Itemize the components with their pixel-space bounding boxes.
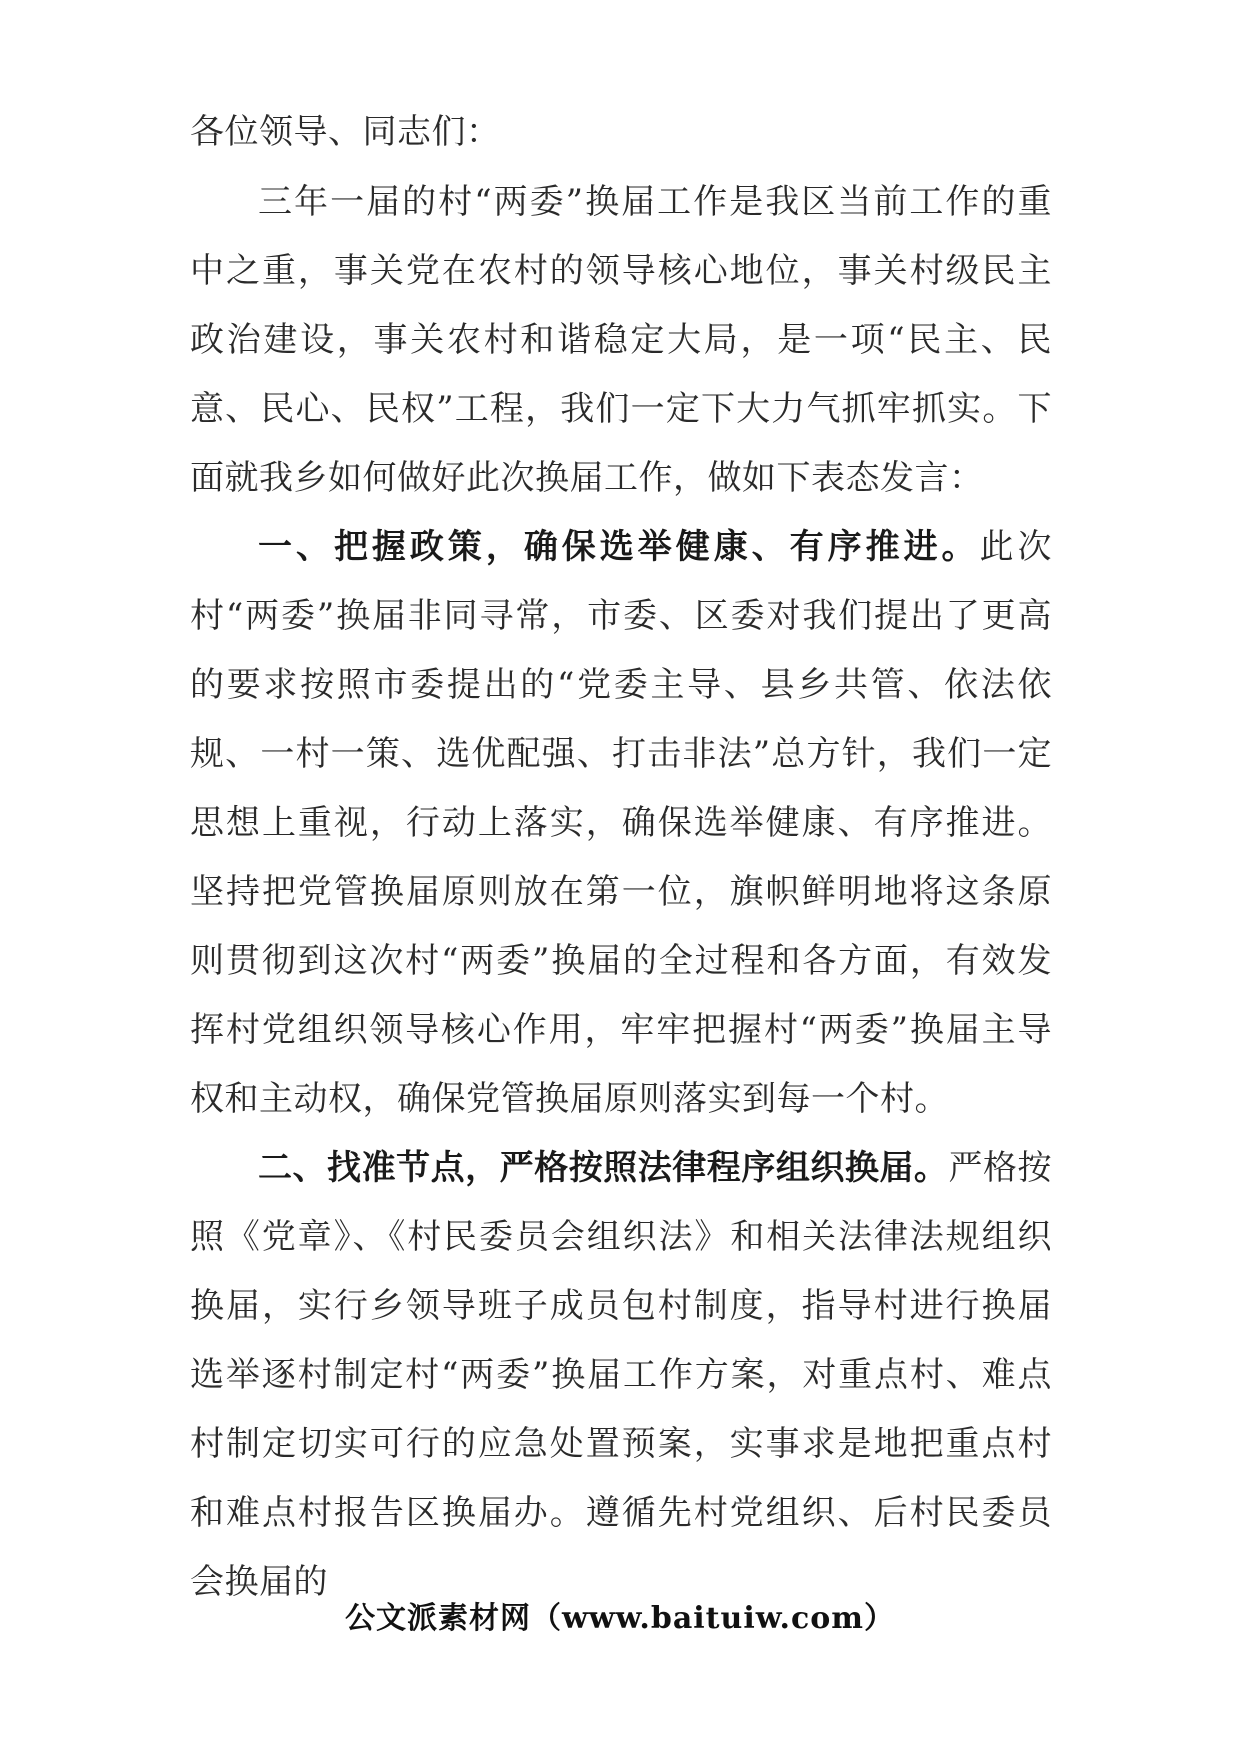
section-2-heading: 二、找准节点，严格按照法律程序组织换届。 [258,1148,949,1188]
section-1-paragraph [190,513,1052,1134]
greeting-line: 各位领导、同志们： [190,112,501,152]
document-body [190,98,1052,1617]
section-2-body: 严格按照《党章》、《村民委员会组织法》和相关法律法规组织换届，实行乡领导班子成员包村制度，指导村进行换届选举逐村制定村“两委”换届工作方案，对重点村、难点村制定切实可行的应急处置预案，实事求是地把重点村和难点村报告区换届办。遵循先村党组织、后村民委员会换届的 [190,1148,1052,1602]
section-2-paragraph [190,1134,1052,1617]
footer-watermark: 公文派素材网（www.baituiw.com） [344,1601,896,1636]
section-1-heading: 一、把握政策，确保选举健康、有序推进。 [258,527,980,567]
intro-paragraph: 三年一届的村“两委”换届工作是我区当前工作的重中之重，事关党在农村的领导核心地位，事关村级民主政治建设，事关农村和谐稳定大局，是一项“民主、民意、民心、民权”工程，我们一定下大力气抓牢抓实。下面就我乡如何做好此次换届工作，做如下表态发言： [190,182,1052,498]
section-1-body: 此次村“两委”换届非同寻常，市委、区委对我们提出了更高的要求按照市委提出的“党委主导、县乡共管、依法依规、一村一策、选优配强、打击非法”总方针，我们一定思想上重视，行动上落实，确保选举健康、有序推进。坚持把党管换届原则放在第一位，旗帜鲜明地将这条原则贯彻到这次村“两委”换届的全过程和各方面，有效发挥村党组织领导核心作用，牢牢把握村“两委”换届主导权和主动权，确保党管换届原则落实到每一个村。 [190,527,1053,1119]
